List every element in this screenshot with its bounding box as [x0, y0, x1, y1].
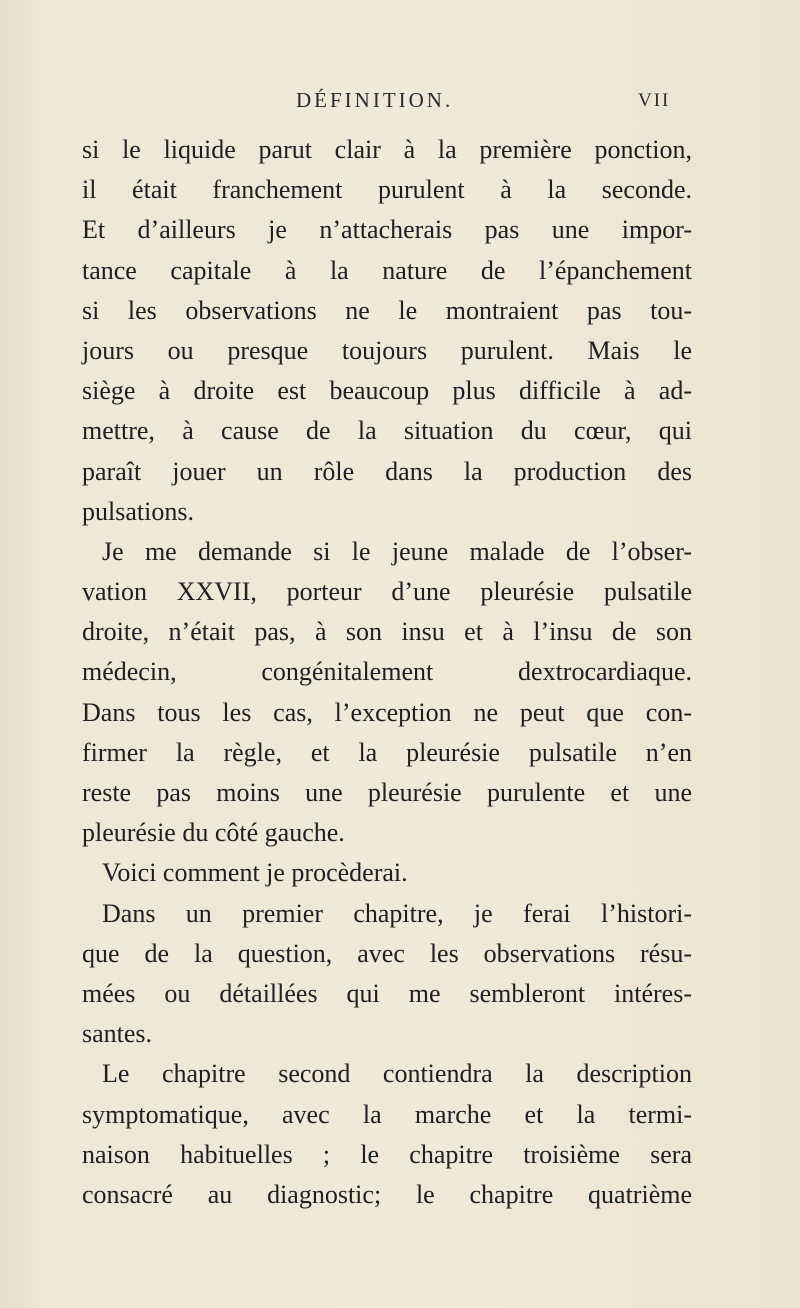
text-line: mettre, à cause de la situation du cœur, qui: [82, 416, 692, 446]
text-line: Je me demande si le jeune malade de l’obser-: [102, 536, 692, 566]
text-line: médecin, congénitalement dextrocardiaque.: [82, 657, 692, 687]
text-line: pleurésie du côté gauche.: [82, 818, 345, 848]
text-line: consacré au diagnostic; le chapitre quatrième: [82, 1179, 692, 1209]
text-line: que de la question, avec les observations résu-: [82, 938, 692, 968]
body-text: [82, 130, 692, 1215]
text-line: Voici comment je procèderai.: [102, 858, 408, 888]
text-line: mées ou détaillées qui me sembleront intéres-: [82, 978, 692, 1008]
text-line: siège à droite est beaucoup plus difficile à ad-: [82, 376, 692, 406]
text-line: si le liquide parut clair à la première ponction,: [82, 135, 692, 164]
text-line: il était franchement purulent à la seconde.: [82, 175, 692, 205]
running-title: DÉFINITION.: [296, 88, 454, 112]
text-line: Dans un premier chapitre, je ferai l’histori-: [102, 898, 692, 928]
text-line: naison habituelles ; le chapitre troisième sera: [82, 1139, 692, 1169]
text-line: droite, n’était pas, à son insu et à l’insu de son: [82, 617, 692, 647]
text-line: si les observations ne le montraient pas tou-: [82, 295, 692, 325]
text-line: firmer la règle, et la pleurésie pulsatile n’en: [82, 737, 692, 767]
text-line: Et d’ailleurs je n’attacherais pas une impor-: [82, 215, 692, 245]
text-line: santes.: [82, 1019, 153, 1049]
text-line: paraît jouer un rôle dans la production des: [82, 456, 692, 486]
text-line: Dans tous les cas, l’exception ne peut que con-: [82, 697, 692, 727]
text-line: tance capitale à la nature de l’épanchement: [82, 255, 692, 285]
text-line: symptomatique, avec la marche et la termi-: [82, 1099, 692, 1129]
text-line: reste pas moins une pleurésie purulente et une: [82, 778, 692, 807]
text-line: vation XXVII, porteur d’une pleurésie pulsatile: [82, 577, 692, 607]
text-line: Le chapitre second contiendra la description: [102, 1059, 692, 1089]
page-header: [0, 88, 800, 118]
text-line: jours ou presque toujours purulent. Mais le: [82, 335, 692, 365]
page-number: VII: [638, 90, 671, 111]
text-line: pulsations.: [82, 496, 194, 526]
